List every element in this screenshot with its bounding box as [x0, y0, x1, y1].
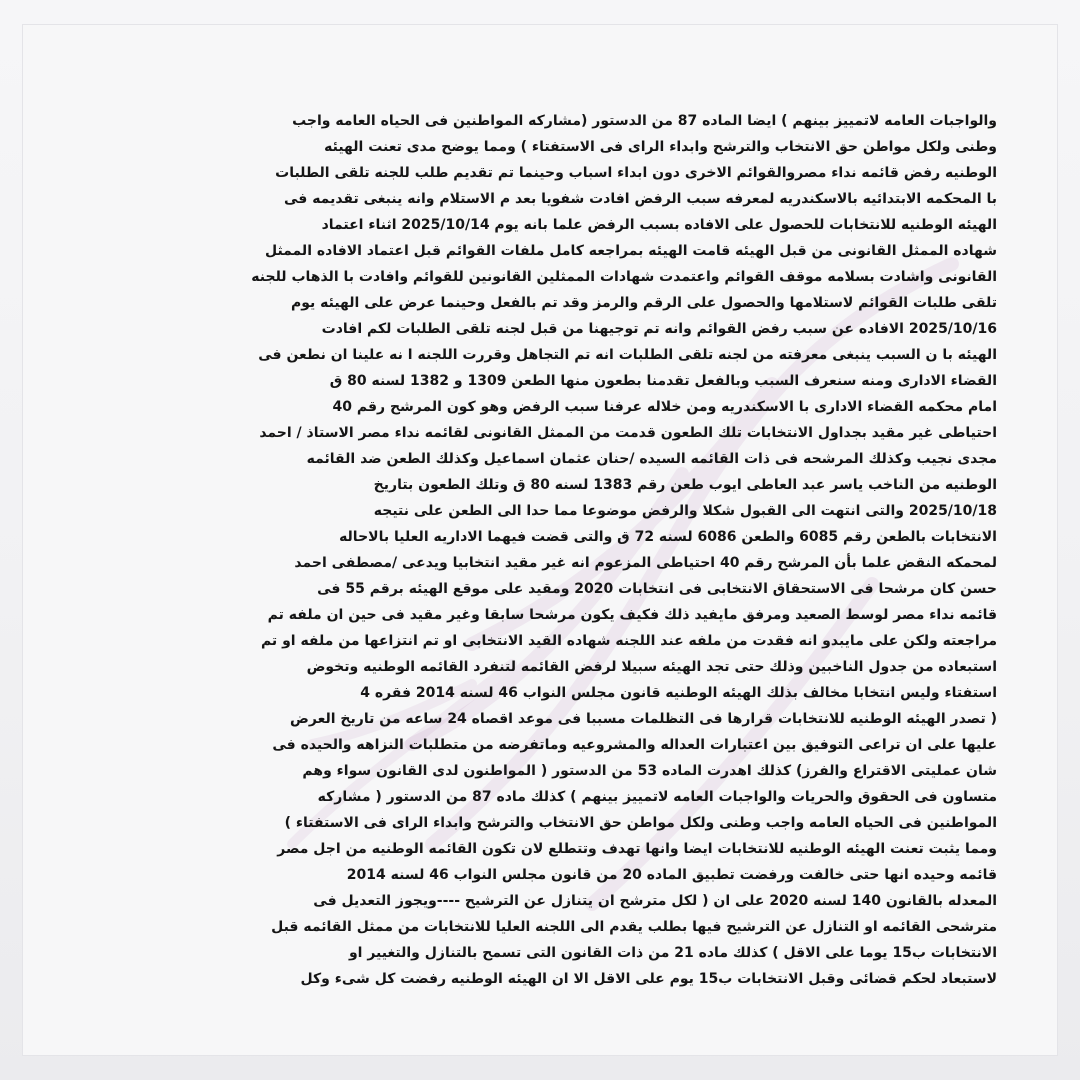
- document-page: [22, 24, 1058, 1056]
- text-line: الهيئه الوطنيه للانتخابات للحصول على الافاده بسبب الرفض علما بانه يوم 2025/10/14 اثناء اعتماد: [321, 217, 997, 233]
- text-line: حسن كان مرشحا فى الاستحقاق الانتخابى فى انتخابات 2020 ومقيد على موقع الهيئه برقم 55 فى: [317, 581, 997, 597]
- text-line: لمحمكه النقض علما بأن المرشح رقم 40 احتياطى المزعوم انه غير مقيد انتخابيا ويدعى /مصطفى احمد: [294, 555, 997, 571]
- text-line: مجدى نجيب وكذلك المرشحه فى ذات القائمه السيده /حنان عثمان اسماعيل وكذلك الطعن ضد القائمه: [306, 451, 997, 467]
- text-line: القانونى واشادت بسلامه موقف القوائم واعتمدت شهادات الممثلين القانونين للقوائم وافادت با الذهاب للجنه: [251, 269, 997, 285]
- text-line: لاستبعاد لحكم قضائى وقبل الانتخابات ب15 يوم على الاقل الا ان الهيئه الوطنيه رفضت كل شىء وكل: [300, 971, 997, 987]
- text-line: امام محكمه القضاء الادارى با الاسكندريه ومن خلاله عرفنا سبب الرفض وهو كون المرشح رقم 40: [332, 399, 997, 415]
- text-line: عليها على ان تراعى التوفيق بين اعتبارات العداله والمشروعيه وماتفرضه من متطلبات النزاهه والحيده فى: [272, 737, 997, 753]
- text-line: ( تصدر الهيئه الوطنيه للانتخابات قرارها فى التظلمات مسببا فى موعد اقصاه 24 ساعه من تاريخ العرض: [290, 711, 997, 727]
- text-line: شهاده الممثل القانونى من قبل الهيئه قامت الهيئه بمراجعه كامل ملفات القوائم قبل اعتماد الافاده الممثل: [264, 243, 997, 259]
- text-line: با المحكمه الابتدائيه بالاسكندريه لمعرفه سبب الرفض افادت شفويا بعد م الاستلام وانه ينبغى تقديمه فى: [283, 191, 997, 207]
- text-line: المواطنين فى الحياه العامه واجب وطنى ولكل مواطن حق الانتخاب والترشح وابداء الراى فى الاستفتاء ): [284, 815, 997, 831]
- text-line: استبعاده من جدول الناخبين وذلك حتى تجد الهيئه سبيلا لرفض القائمه لتنفرد القائمه الوطنيه وتخوض: [306, 659, 997, 675]
- text-line: الانتخابات ب15 يوما على الاقل ) كذلك ماده 21 من ذات القانون التى تسمح بالتنازل والتغيير او: [348, 945, 997, 961]
- text-line: متساون فى الحقوق والحريات والواجبات العامه لاتمييز بينهم ) كذلك ماده 87 من الدستور ( مشاركه: [317, 789, 997, 805]
- text-line: الوطنيه من الناخب ياسر عبد العاطى ايوب طعن رقم 1383 لسنه 80 ق وتلك الطعون بتاريخ: [373, 477, 997, 493]
- text-line: والواجبات العامه لاتمييز بينهم ) ايضا الماده 87 من الدستور (مشاركه المواطنين فى الحياه العامه واجب: [292, 113, 997, 129]
- text-line: 2025/10/16 الافاده عن سبب رفض القوائم وانه تم توجيهنا من قبل لجنه تلقى الطلبات لكم افادت: [321, 321, 997, 337]
- text-line: ومما يثبت تعنت الهيئه الوطنيه للانتخابات ايضا وانها تهدف وتتطلع لان تكون القائمه الوطنيه من اجل مصر: [277, 841, 997, 857]
- text-line: الهيئه با ن السبب ينبغى معرفته من لجنه تلقى الطلبات انه تم التجاهل وقررت اللجنه ا نه علينا ان نطعن فى: [258, 347, 997, 363]
- text-line: قائمه نداء مصر لوسط الصعيد ومرفق مايفيد ذلك فكيف يكون مرشحا سابقا وغير مقيد فى حين ان ملفه تم: [267, 607, 997, 623]
- text-line: تلقى طلبات القوائم لاستلامها والحصول على الرقم والرمز وقد تم بالفعل وحينما عرض على الهيئه يوم: [290, 295, 997, 311]
- text-line: شان عمليتى الاقتراع والفرز) كذلك اهدرت الماده 53 من الدستور ( المواطنون لدى القانون سواء وهم: [302, 763, 997, 779]
- text-line: قائمه وحيده انها حتى خالفت ورفضت تطبيق الماده 20 من قانون مجلس النواب 46 لسنه 2014: [346, 867, 997, 883]
- text-line: استفتاء وليس انتخابا مخالف بذلك الهيئه الوطنيه قانون مجلس النواب 46 لسنه 2014 فقره 4: [360, 685, 997, 701]
- text-line: احتياطى غير مقيد بجداول الانتخابات تلك الطعون قدمت من الممثل القانونى لقائمه نداء مصر الاستاذ / احمد: [259, 425, 997, 441]
- text-line: وطنى ولكل مواطن حق الانتخاب والترشح وابداء الراى فى الاستفتاء ) ومما يوضح مدى تعنت الهيئه: [324, 139, 997, 155]
- document-body: [117, 108, 997, 992]
- text-line: مراجعته ولكن على مايبدو انه فقدت من ملفه عند اللجنه شهاده القيد الانتخابى او تم انتزاعها من ملفه او تم: [260, 633, 997, 649]
- text-line: القضاء الادارى ومنه سنعرف السبب وبالفعل تقدمنا بطعون منها الطعن 1309 و 1382 لسنه 80 ق: [329, 373, 997, 389]
- text-line: 2025/10/18 والتى انتهت الى القبول شكلا والرفض موضوعا مما حدا الى الطعن على نتيجه: [373, 503, 997, 519]
- text-line: الانتخابات بالطعن رقم 6085 والطعن 6086 لسنه 72 ق والتى قضت فيهما الاداريه العليا بالاحاله: [339, 529, 997, 545]
- text-line: المعدله بالقانون 140 لسنه 2020 على ان ( لكل مترشح ان يتنازل عن الترشيح ----ويجوز التعديل فى: [313, 893, 997, 909]
- text-line: الوطنيه رفض قائمه نداء مصروالقوائم الاخرى دون ابداء اسباب وحينما تم تقديم طلب للجنه تلقى الطلبات: [275, 165, 997, 181]
- text-line: مترشحى القائمه او التنازل عن الترشيح فيها بطلب يقدم الى اللجنه العليا للانتخابات من ممثل القائمه قبل: [271, 919, 997, 935]
